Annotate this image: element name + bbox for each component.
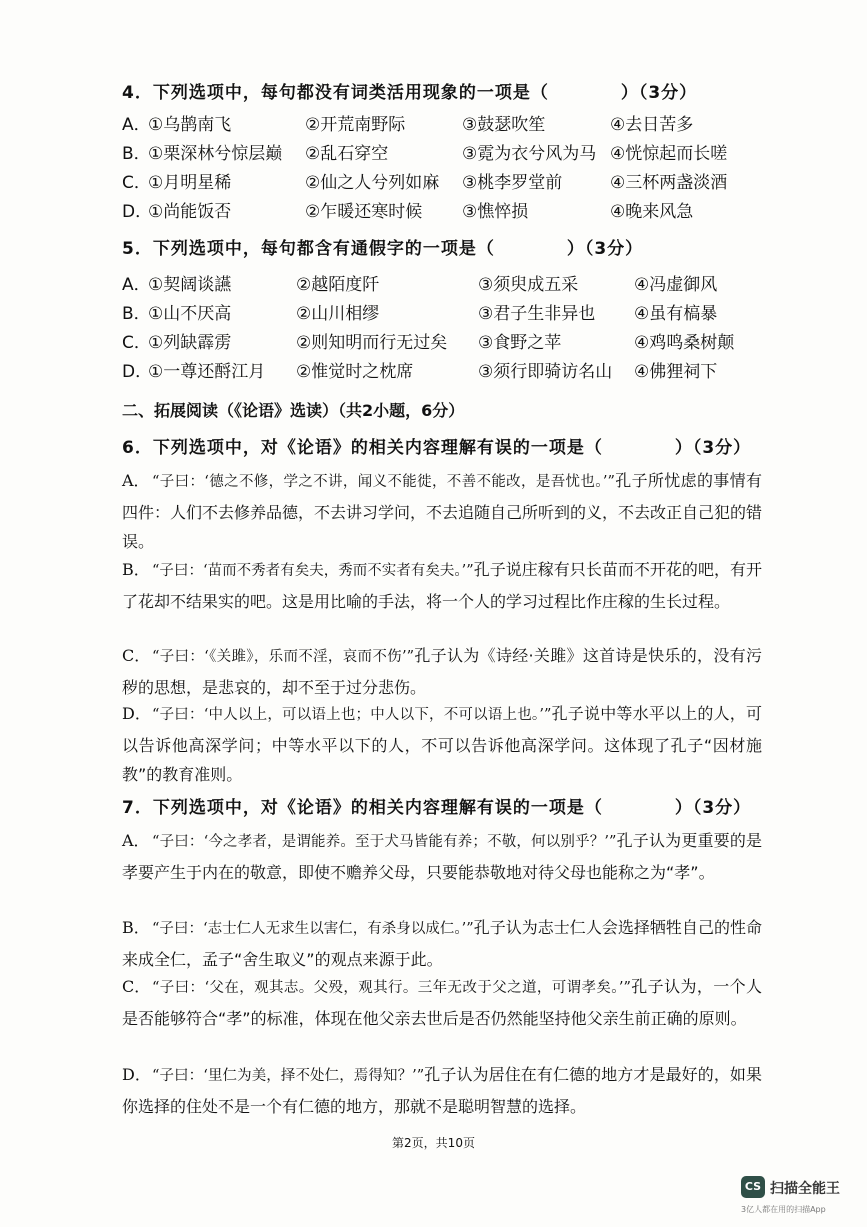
option-letter: A．: [122, 115, 151, 135]
question-6-title: 6．下列选项中，对《论语》的相关内容理解有误的一项是（ ）（3分）: [122, 438, 752, 458]
option-letter: D．: [122, 202, 153, 222]
option-item: ③须行即骑访名山: [478, 362, 613, 382]
option-quote: “子曰：‘父在，观其志。父殁，观其行。三年无改于父之道，可谓孝矣。’”: [152, 980, 631, 996]
q6-option-a: [122, 466, 762, 557]
option-item: ④恍惊起而长嗟: [610, 144, 728, 164]
q5-option-b: [122, 299, 772, 325]
option-text: 孔子认为志士仁人会选择牺牲自己的性命来成全仁，孟子“舍生取义”的观点来源于此。: [122, 918, 762, 969]
option-letter: C．: [122, 646, 151, 665]
option-item: ①乌鹊南飞: [148, 115, 232, 135]
option-item: ①列缺霹雳: [148, 333, 232, 353]
question-5-title: 5．下列选项中，每句都含有通假字的一项是（ ）（3分）: [122, 239, 644, 259]
option-letter: D．: [122, 1065, 151, 1084]
option-text: 孔子说庄稼有只长苗而不开花的吧，有开了花却不结果实的吧。这是用比喻的手法，将一个人的学习过程比作庄稼的生长过程。: [122, 560, 762, 611]
option-item: ②开荒南野际: [305, 115, 406, 135]
option-item: ③君子生非异也: [478, 304, 596, 324]
option-letter: B．: [122, 304, 151, 324]
option-item: ①契阔谈讌: [148, 275, 232, 295]
section-2-title: 二、拓展阅读（《论语》选读）（共2小题，6分）: [122, 401, 465, 420]
watermark-name: 扫描全能王: [770, 1181, 840, 1197]
question-4-title: 4．下列选项中，每句都没有词类活用现象的一项是（ ）（3分）: [122, 83, 698, 103]
q4-option-a: [122, 110, 772, 136]
option-text: 孔子说中等水平以上的人，可以告诉他高深学问；中等水平以下的人，不可以告诉他高深学问。这体现了孔子“因材施教”的教育准则。: [122, 704, 762, 784]
option-item: ③鼓瑟吹笙: [462, 115, 546, 135]
option-item: ④佛狸祠下: [634, 362, 718, 382]
option-item: ①月明星稀: [148, 173, 232, 193]
q5-option-a: [122, 270, 772, 296]
option-item: ②乱石穿空: [305, 144, 389, 164]
option-letter: D．: [122, 704, 151, 723]
option-item: ①山不厌高: [148, 304, 232, 324]
q5-option-d: [122, 357, 772, 383]
option-item: ④虽有槁暴: [634, 304, 718, 324]
option-item: ④冯虚御风: [634, 275, 718, 295]
option-quote: “子曰：‘今之孝者，是谓能养。至于犬马皆能有养；不敬，何以别乎？’”: [152, 834, 617, 850]
q5-option-c: [122, 328, 772, 354]
option-item: ①栗深林兮惊层巅: [148, 144, 283, 164]
q6-option-d: [122, 699, 762, 790]
option-item: ④晚来风急: [610, 202, 694, 222]
option-item: ②山川相缪: [296, 304, 380, 324]
q7-option-c: [122, 972, 762, 1033]
option-letter: B．: [122, 918, 150, 937]
option-letter: A．: [122, 471, 150, 490]
option-text: 孔子所忧虑的事情有四件：人们不去修养品德，不去讲习学问，不去追随自己所听到的义，不去改正自己犯的错误。: [122, 471, 763, 551]
camscanner-logo-icon: CS: [741, 1176, 765, 1198]
option-quote: “子曰：‘德之不修，学之不讲，闻义不能徙，不善不能改，是吾忧也。’”: [152, 474, 615, 490]
question-7-title: 7．下列选项中，对《论语》的相关内容理解有误的一项是（ ）（3分）: [122, 798, 752, 818]
option-item: ②惟觉时之枕席: [296, 362, 414, 382]
q6-option-b: [122, 555, 762, 616]
option-letter: B．: [122, 560, 150, 579]
option-item: ③须臾成五采: [478, 275, 579, 295]
option-letter: B．: [122, 144, 151, 164]
q4-option-c: [122, 168, 772, 194]
option-item: ②乍暖还寒时候: [305, 202, 423, 222]
option-letter: A．: [122, 831, 150, 850]
option-text: 孔子认为居住在有仁德的地方才是最好的，如果你选择的住处不是一个有仁德的地方，那就不是聪明智慧的选择。: [122, 1065, 762, 1116]
option-item: ①一尊还酹江月: [148, 362, 266, 382]
option-letter: C．: [122, 977, 151, 996]
option-item: ②仙之人兮列如麻: [305, 173, 440, 193]
option-quote: “子曰：‘中人以上，可以语上也；中人以下，不可以语上也。’”: [152, 707, 552, 723]
option-letter: D．: [122, 362, 153, 382]
option-letter: C．: [122, 333, 151, 353]
option-quote: “子曰：‘苗而不秀者有矣夫，秀而不实者有矣夫。’”: [152, 563, 474, 579]
q7-option-a: [122, 826, 762, 887]
option-item: ②则知明而行无过矣: [296, 333, 448, 353]
q7-option-b: [122, 913, 762, 974]
option-item: ③桃李罗堂前: [462, 173, 563, 193]
option-letter: C．: [122, 173, 151, 193]
option-letter: A．: [122, 275, 151, 295]
option-item: ③食野之苹: [478, 333, 562, 353]
option-item: ④三杯两盏淡酒: [610, 173, 728, 193]
q4-option-b: [122, 139, 772, 165]
option-item: ①尚能饭否: [148, 202, 232, 222]
page-number: 第2页，共10页: [392, 1136, 475, 1150]
scanner-watermark: [741, 1176, 853, 1220]
option-item: ④鸡鸣桑树颠: [634, 333, 735, 353]
option-text: 孔子认为，一个人是否能够符合“孝”的标准，体现在他父亲去世后是否仍然能坚持他父亲生前正确的原则。: [122, 977, 762, 1028]
watermark-subtitle: 3亿人都在用的扫描App: [741, 1205, 826, 1214]
option-quote: “子曰：‘《关雎》，乐而不淫，哀而不伤’”: [152, 649, 415, 665]
q7-option-d: [122, 1060, 762, 1121]
option-item: ③憔悴损: [462, 202, 529, 222]
option-item: ④去日苦多: [610, 115, 694, 135]
option-text: 孔子认为《诗经·关雎》这首诗是快乐的，没有污秽的思想，是悲哀的，却不至于过分悲伤。: [122, 646, 763, 697]
option-item: ②越陌度阡: [296, 275, 380, 295]
option-quote: “子曰：‘里仁为美，择不处仁，焉得知？’”: [152, 1068, 425, 1084]
option-item: ③霓为衣兮风为马: [462, 144, 597, 164]
q4-option-d: [122, 197, 772, 223]
option-quote: “子曰：‘志士仁人无求生以害仁，有杀身以成仁。’”: [152, 921, 474, 937]
option-text: 孔子认为更重要的是孝要产生于内在的敬意，即使不赡养父母，只要能恭敬地对待父母也能称之为“孝”。: [122, 831, 762, 882]
q6-option-c: [122, 641, 762, 702]
